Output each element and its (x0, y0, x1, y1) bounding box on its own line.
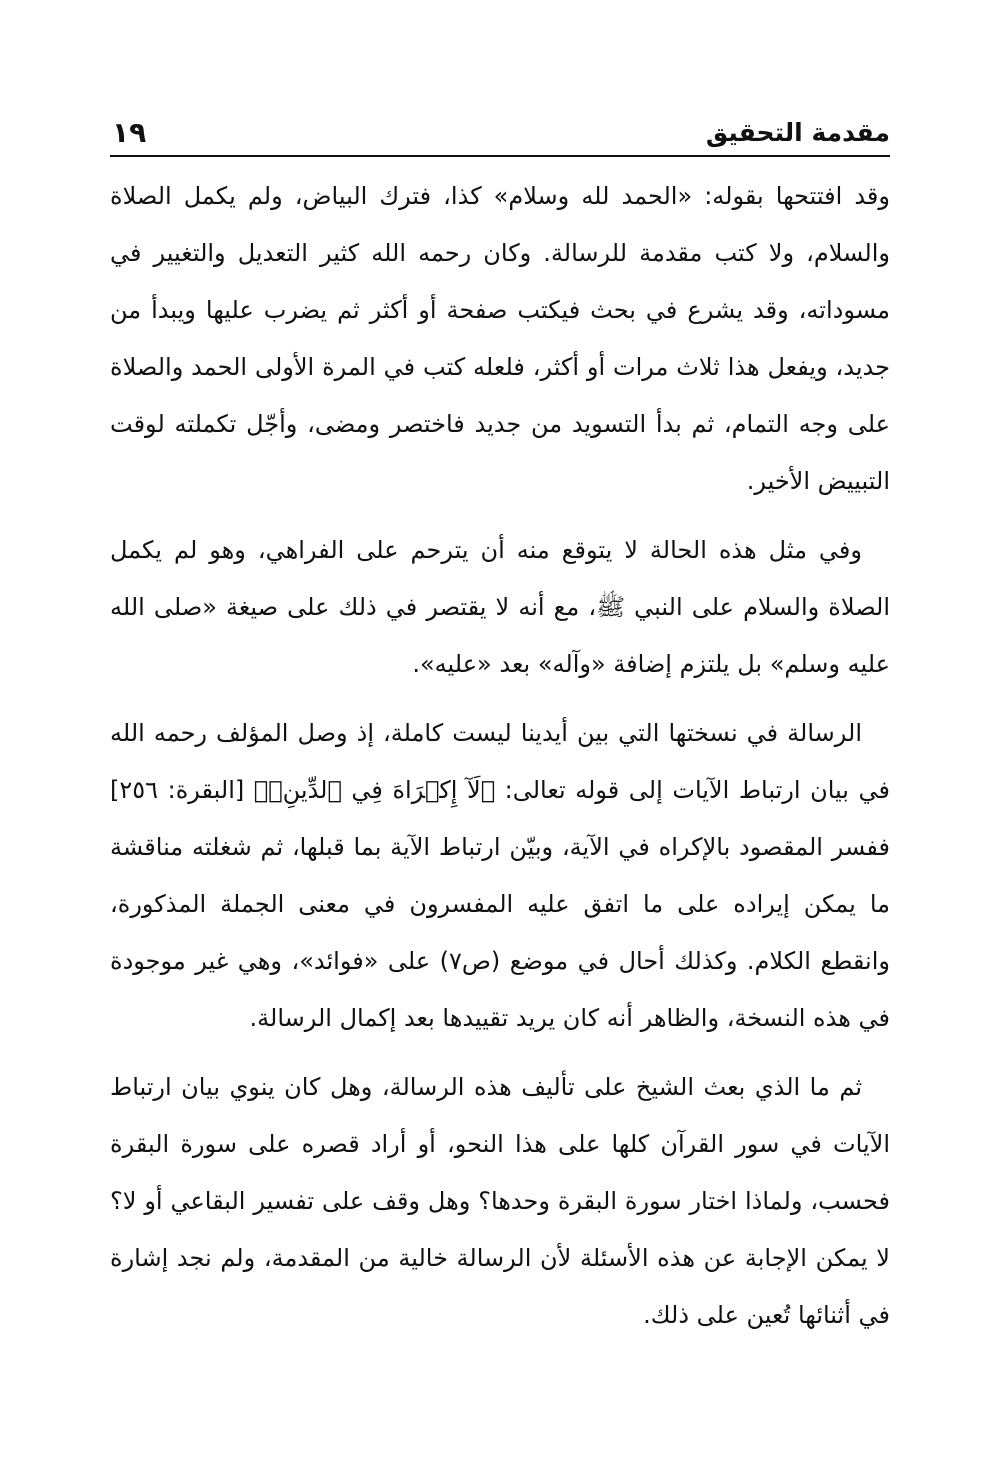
paragraph-1: وقد افتتحها بقوله: «الحمد لله وسلام» كذا، فترك البياض، ولم يكمل الصلاة والسلام، ولا كتب مقدمة للرسالة. وكان رحمه الله كثير التعديل والتغيير في مسوداته، وقد يشرع في بحث فيكتب صفحة أو أكثر ثم يضرب عليها ويبدأ من جديد، ويفعل هذا ثلاث مرات أو أكثر، فلعله كتب في المرة الأولى الحمد والصلاة على وجه التمام، ثم بدأ التسويد من جديد فاختصر ومضى، وأجّل تكملته لوقت التبييض الأخير. (110, 182, 890, 495)
running-title: مقدمة التحقيق (705, 118, 890, 147)
book-page (110, 110, 890, 1356)
header-rule (110, 155, 890, 157)
paragraph-3: الرسالة في نسختها التي بين أيدينا ليست كاملة، إذ وصل المؤلف رحمه الله في بيان ارتباط الآيات إلى قوله تعالى: ﴿لَآ إِكۡرَاهَ فِي ٱلدِّينِۖ﴾ [البقرة: ٢٥٦] ففسر المقصود بالإكراه في الآية، وبيّن ارتباط الآية بما قبلها، ثم شغلته مناقشة ما يمكن إيراده على ما اتفق عليه المفسرون في معنى الجملة المذكورة، وانقطع الكلام. وكذلك أحال في موضع (ص٧) على «فوائد»، وهي غير موجودة في هذه النسخة، والظاهر أنه كان يريد تقييدها بعد إكمال الرسالة. (110, 719, 890, 1032)
paragraph-4: ثم ما الذي بعث الشيخ على تأليف هذه الرسالة، وهل كان ينوي بيان ارتباط الآيات في سور القرآن كلها على هذا النحو، أو أراد قصره على سورة البقرة فحسب، ولماذا اختار سورة البقرة وحدها؟ وهل وقف على تفسير البقاعي أو لا؟ لا يمكن الإجابة عن هذه الأسئلة لأن الرسالة خالية من المقدمة، ولم نجد إشارة في أثنائها تُعين على ذلك. (110, 1073, 890, 1329)
page-number: ١٩ (112, 116, 147, 149)
paragraph-2: وفي مثل هذه الحالة لا يتوقع منه أن يترحم على الفراهي، وهو لم يكمل الصلاة والسلام على النبي ﷺ، مع أنه لا يقتصر في ذلك على صيغة «صلى الله عليه وسلم» بل يلتزم إضافة «وآله» بعد «عليه». (110, 536, 890, 678)
page-header (110, 110, 890, 156)
body-text (110, 168, 890, 1344)
